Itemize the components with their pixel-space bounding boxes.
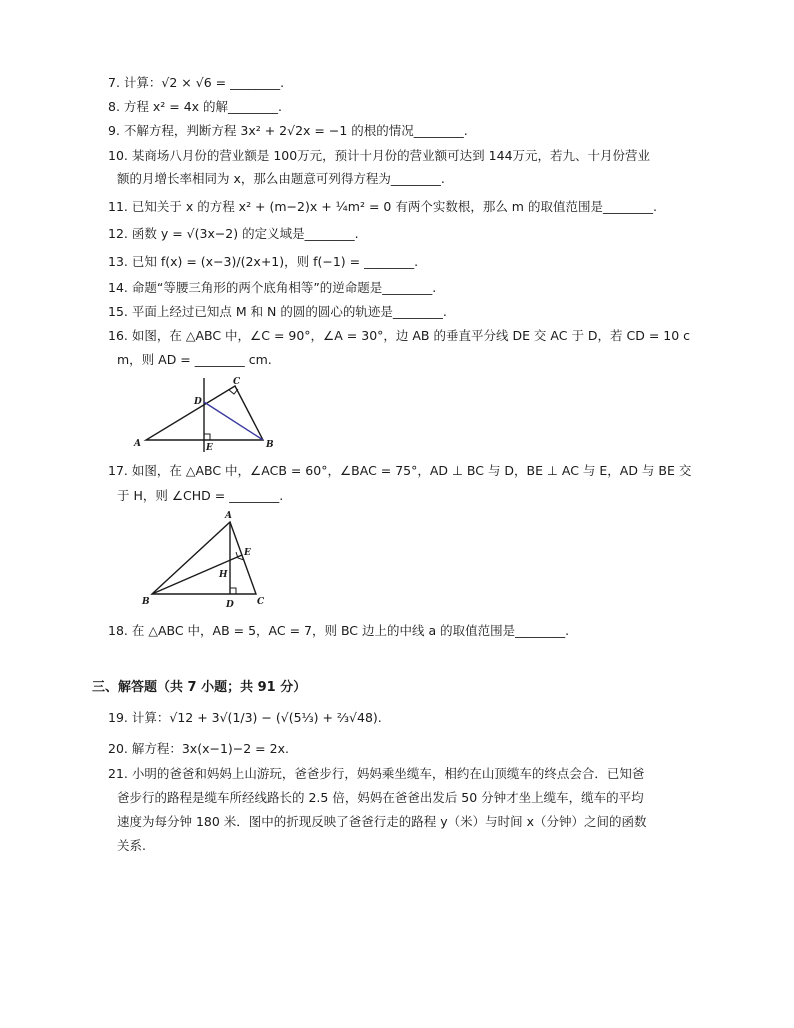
fig17-label-b: B <box>142 597 150 607</box>
fig16-label-e: E <box>206 443 213 453</box>
question-10-line-1: 10. 某商场八月份的营业额是 100万元，预计十月份的营业额可达到 144万元，若九、十月份营业 <box>108 148 651 163</box>
fig16-label-b: B <box>266 440 274 450</box>
section-3-heading: 三、解答题（共 7 小题；共 91 分） <box>92 680 307 695</box>
question-16-line-2: m，则 AD = ________ cm. <box>117 352 272 367</box>
question-9: 9. 不解方程，判断方程 3x² + 2√2x = −1 的根的情况________. <box>108 123 468 138</box>
question-17-line-1: 17. 如图，在 △ABC 中，∠ACB = 60°，∠BAC = 75°，AD ⊥ BC 与 D，BE ⊥ AC 与 E，AD 与 BE 交 <box>108 463 692 478</box>
figure-17-triangle <box>138 508 268 613</box>
fig16-label-a: A <box>134 439 141 449</box>
question-13: 13. 已知 f(x) = (x−3)/(2x+1)，则 f(−1) = ________. <box>108 254 419 269</box>
question-14: 14. 命题“等腰三角形的两个底角相等”的逆命题是________. <box>108 280 437 295</box>
question-12: 12. 函数 y = √(3x−2) 的定义域是________. <box>108 226 359 241</box>
question-21-line-2: 爸步行的路程是缆车所经线路长的 2.5 倍，妈妈在爸爸出发后 50 分钟才坐上缆车，缆车的平均 <box>117 790 644 805</box>
fig17-label-h: H <box>219 570 228 580</box>
question-21-line-3: 速度为每分钟 180 米．图中的折现反映了爸爸行走的路程 y（米）与时间 x（分钟）之间的函数 <box>117 814 647 829</box>
question-8: 8. 方程 x² = 4x 的解________. <box>108 99 282 114</box>
question-21-line-1: 21. 小明的爸爸和妈妈上山游玩，爸爸步行，妈妈乘坐缆车，相约在山顶缆车的终点会合．已知爸 <box>108 766 645 781</box>
question-19: 19. 计算：√12 + 3√(1/3) − (√(5⅓) + ⅔√48). <box>108 710 382 725</box>
fig17-label-a: A <box>225 511 232 521</box>
fig16-label-d: D <box>194 397 202 407</box>
fig17-label-c: C <box>257 597 265 607</box>
question-18: 18. 在 △ABC 中，AB = 5，AC = 7，则 BC 边上的中线 a 的取值范围是________. <box>108 623 570 638</box>
question-11: 11. 已知关于 x 的方程 x² + (m−2)x + ¼m² = 0 有两个实数根，那么 m 的取值范围是________. <box>108 199 657 214</box>
question-16-line-1: 16. 如图，在 △ABC 中，∠C = 90°，∠A = 30°，边 AB 的垂直平分线 DE 交 AC 于 D，若 CD = 10 c <box>108 328 691 343</box>
question-20: 20. 解方程：3x(x−1)−2 = 2x. <box>108 741 289 756</box>
fig17-label-d: D <box>226 600 234 610</box>
question-10-line-2: 额的月增长率相同为 x，那么由题意可列得方程为________. <box>117 171 445 186</box>
figure-16-triangle <box>130 374 280 454</box>
question-15: 15. 平面上经过已知点 M 和 N 的圆的圆心的轨迹是________. <box>108 304 447 319</box>
question-17-line-2: 于 H，则 ∠CHD = ________. <box>117 488 284 503</box>
fig16-label-c: C <box>233 377 241 387</box>
fig17-label-e: E <box>244 548 251 558</box>
question-21-line-4: 关系. <box>117 838 146 853</box>
question-7: 7. 计算：√2 × √6 = ________. <box>108 75 285 90</box>
